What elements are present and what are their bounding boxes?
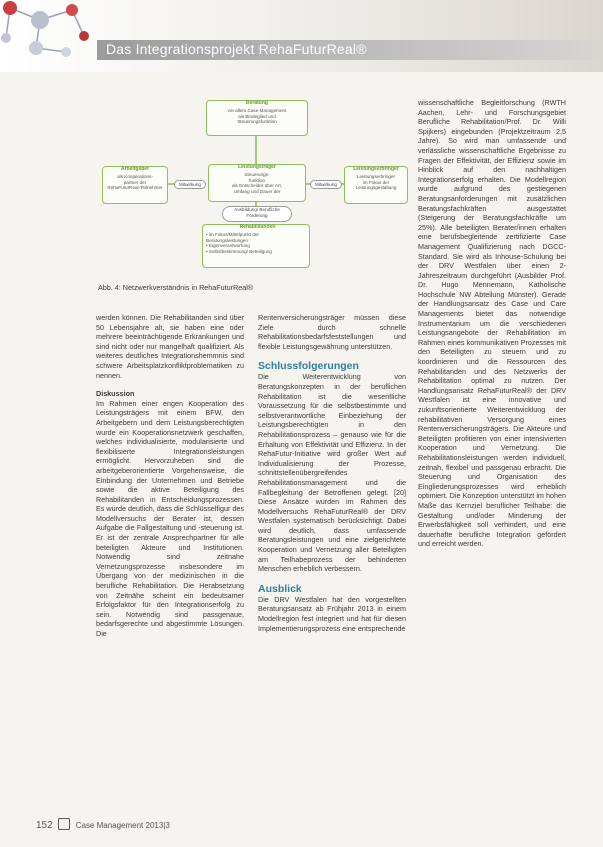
node-rehabilitanden (202, 224, 310, 268)
text-column-2 (258, 313, 406, 633)
node-line: Leistungserbringer (356, 173, 396, 179)
node-line: funktion (248, 177, 266, 183)
node-title: Rehabilitanden (239, 224, 276, 230)
node-arbeitgeber (102, 166, 168, 204)
paragraph: Die DRV Westfalen hat den vorgestellten Beratungsansatz ab Frühjahr 2013 in einem Modellregion fest integriert und hat für diesen Implementierungsprozess eine entsprechende (258, 594, 406, 633)
page-title: Das Integrationsprojekt RehaFuturReal® (106, 41, 367, 57)
node-line: als Bindeglied und (238, 113, 276, 119)
node-line: als Entscheider über Art, (231, 183, 283, 189)
node-line: Steuerungsfunktion (237, 119, 277, 125)
paragraph: wissenschaftliche Begleitforschung (RWTH Aachen, Lehr- und Forschungsgebiet Berufliche Rehabilitation/Prof. Dr. Willi Spijkers) eingebunden (Projektzeitraum 2,5 Jahre). So wird man umfassende und verlässliche wissenschaftliche Ergebnisse zu Fragen der Effektivität, der Effizienz sowie im Hinblick auf den nachhaltigen Integrationserfolg erhalten. Die Modellregion wurde aufgrund des gestiegenen Beratungsanforderungen mit zusätzlichen Beratungsfachkräften ausgestattet (Steigerung der Beratungsfachkräfte um 25%). Alle beteiligten Berater/innen erhalten eine berufsbegleitende zertifizierte Case Management Qualifizierung nach DGCC-Standard. Sie wird als Inhouse-Schulung bei der DRV Westfalen über einen 2-Jahreszeitraum durchgeführt (Ausbilder Prof. Dr. Hugo Mennemann, Katholische Hochschule NW Abteilung Münster). Gerade der Handlungsansatz des Case und Care Managements bietet das notwendige Instrumentarium um die verschiedenen Leistungsangebote der Rehabilitation im Rahmen eines kommunikativen Prozesses mit den Beteiligten zu steuern und zu koordinieren und die Ressourcen des Rehabilitanden und des Netzwerks der Rehabilitation optimal zu nutzen. Der Handlungsansatz RehaFuturReal® der DRV Westfalen ist eine innovative und zukunftsorientierte Weiterentwicklung der rehabilitativen Versorgung eines Rentenversicherungsträgers. Die Akteure und Beteiligten profitieren von einer intensivierten Kooperation und Vernetzung. Die Rehabilitationsleistungen werden individuell, zeitnah, flexibel und passgenau erbracht. Die Steuerung und Organisation des Eingliederungsprozesses wird erheblich optimiert. Die Konzeption unterstützt im hohen Maße das Kernziel beruflicher Teilhabe: die Gestaltung und/oder Minderung der Erwerbsfähigkeit soll verhindert, und eine dauerhafte berufliche Integration gefördert und erreicht werden. (418, 98, 566, 549)
node-line: im Fokus der (362, 179, 390, 185)
paragraph: Die Weiterentwicklung von Beratungskonzepten in der beruflichen Rehabilitation ist die wesentliche Voraussetzung für die selbstbestimmte und selbstverantwortliche Einbeziehung der Leistungsberechtigten in den Rehabilitationsprozess – genauso wie für die Erhaltung von Effektivität und Effizienz. In der RehaFutur-Initiative wird großer Wert auf Individualisierung der Prozesse, schnittstellenübergreifendes Rehabilitationsmanagement und die Fallbegleitung der Betroffenen gelegt. [20] Diese Ansätze wurden im Rahmen des Modellversuchs RehaFuturReal® der DRV Westfalen systematisch berücksichtigt. Dabei wird deutlich, dass umfassende Beratungsleistungen und eine zielgerichtete Kooperation und Vernetzung aller Beteiligten am Teilhabeprozess der behinderten Menschen erheblich verbessern. (258, 372, 406, 574)
node-title: Arbeitgeber (120, 166, 150, 172)
node-line: Umfang und Dauer der (233, 189, 281, 195)
text-column-3 (418, 98, 566, 549)
node-line: • im Fokus/Mittelpunkt der (206, 231, 259, 237)
node-title: Leistungserbringer (353, 166, 399, 172)
node-title: Beratung (246, 100, 268, 106)
node-line: Beratungsleistungen (206, 237, 248, 243)
node-leistungserbringer (344, 166, 408, 204)
node-beratung (206, 100, 308, 136)
node-line: RehaFuturReal-Teilnehmer (107, 185, 163, 191)
node-line: • Eigenverantwortung (206, 243, 250, 249)
paragraph: werden können. Die Rehabilitanden sind über 50 Lebensjahre alt, sie haben eine oder mehrere beeinträchtigende Erkrankungen und sind nicht oder nur mangelhaft qualifiziert. Als weiteres deutliches Integrationshemmnis sind schwere Arbeitsplatzkonfliktproblematiken zu nennen. (96, 313, 244, 380)
node-line: Leistungsgestaltung (355, 185, 397, 191)
page-number: 152 (36, 820, 53, 831)
paragraph: Rentenversicherungsträger müssen diese Ziele durch schnelle Rehabilitationsbedarfsfeststellungen und flexible Leistungsgewährung unterstützen. (258, 313, 406, 351)
network-diagram (98, 98, 408, 270)
node-title: Leistungsträger (238, 164, 276, 170)
molecule-graphic-icon (0, 0, 92, 60)
section-heading-ausblick: Ausblick (258, 582, 302, 595)
node-line: Steuerungs- (244, 171, 270, 177)
journal-name: Case Management 2013|3 (75, 821, 170, 830)
node-leistungstraeger (208, 164, 306, 202)
text-column-1 (96, 313, 244, 639)
pill-mitwirkung-left: Mitwirkung (174, 180, 206, 189)
section-heading-diskussion: Diskussion (96, 389, 135, 399)
section-heading-schlussfolgerungen: Schlussfolgerungen (258, 360, 359, 373)
page-footer (36, 818, 170, 831)
node-line: partner der (123, 179, 147, 185)
paragraph: Im Rahmen einer engen Kooperation des Leistungsträgers mit einem BFW, den Arbeitgebern und dem Leistungsberechtigten wurde ein Kooperationsnetzwerk geschaffen, welches individualisierte, modularisierte und flexibilisierte Integrationsleistungen ermöglicht. Hervorzuheben sind die arbeitgeberorientierte Vorgehensweise, die Einbindung der Unternehmen und Betriebe sowie die aktive Beteiligung des Rehabilitanden in Entscheidungsprozessen. Es wurde deutlich, dass die Schlüsselfigur des Modellversuchs der Berater ist, dessen Aufgabe die Fallgestaltung und -steuerung ist. Er ist der zentrale Ansprechpartner für alle beteiligten Akteure und Institutionen. Notwendig sind zeitnahe Vernetzungsprozesse insbesondere im Übergang von der medizinischen in die berufliche Rehabilitation. Die Herabsetzung von Zeitnähe scheint ein bedeutsamer Erfolgsfaktor für den Integrationserfolg zu sein. Notwendig sind passgenaue, bedarfsgerechte und abgestimmte Lösungen. Die (96, 398, 244, 638)
pill-mitwirkung-right: Mitwirkung (310, 180, 342, 189)
pill-ausbildung: Ausbildung/ Berufliche Förderung (222, 206, 292, 222)
journal-logo-icon (58, 818, 70, 830)
node-line: als Kooperations- (117, 173, 153, 179)
node-line: vor allem Case Management (227, 107, 287, 113)
node-line: • Selbstbestimmung/ Beteiligung (206, 249, 272, 255)
figure-caption: Abb. 4: Netzwerkverständnis in RehaFuturReal® (98, 283, 254, 292)
